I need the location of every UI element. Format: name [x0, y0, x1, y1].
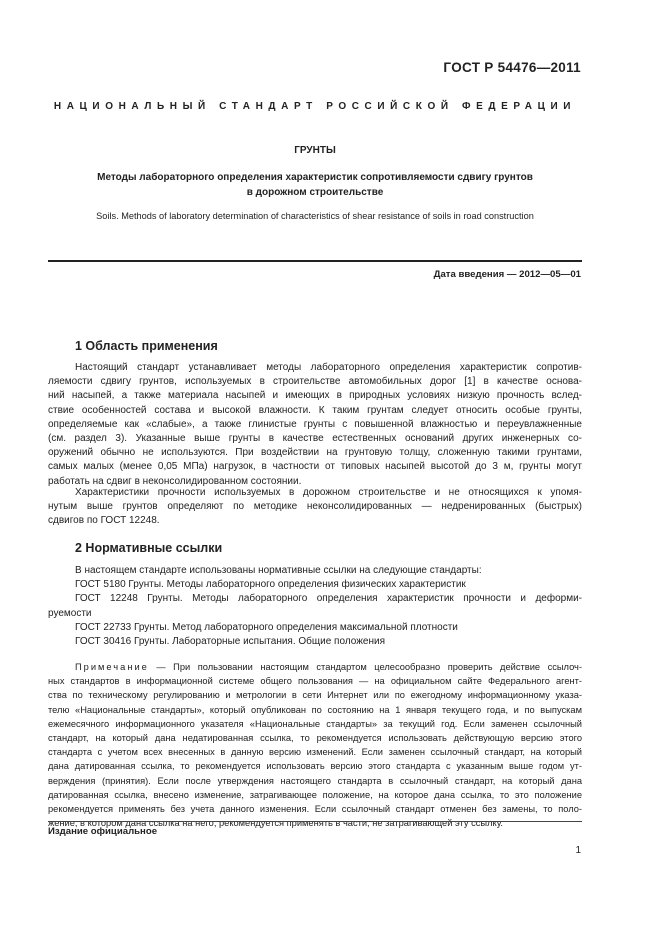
document-subtitle: [60, 170, 570, 200]
note-line: верждения (принятия). Если после утверждения настоящего стандарта в ссылочный стандарт, на который дана: [48, 775, 582, 786]
subtitle-line: Методы лабораторного определения характеристик сопротивляемости сдвигу грунтов: [97, 172, 533, 183]
text-line: оружений обычно не используются. При воздействии на грунтовую толщу, сложенную такими грунтами,: [48, 447, 582, 459]
document-title: ГРУНТЫ: [294, 145, 336, 156]
page-number: 1: [575, 845, 581, 856]
note-line: телю «Национальные стандарты», который опубликован по состоянию на 1 января текущего года, и по выпускам: [48, 704, 582, 715]
section-heading-scope: 1 Область применения: [75, 339, 218, 353]
english-title: Soils. Methods of laboratory determination of characteristics of shear resistance of soils in road construction: [96, 211, 534, 221]
footer-divider: [48, 821, 582, 822]
note-line: стандарта с учетом всех внесенных в данную версию изменений. Если заменен ссылочный стандарт, на который: [48, 747, 582, 758]
reference-item: ГОСТ 22733 Грунты. Метод лабораторного определения максимальной плотности: [75, 621, 458, 633]
text-line: ний насыпей, а также материала насыпей и имеющих в природных условиях низкую прочность вслед-: [48, 390, 582, 402]
note-first-line: [48, 660, 582, 674]
text-line: (см. раздел 3). Указанные выше грунты в качестве естественных оснований других инженерных со-: [48, 432, 582, 444]
text-line: Настоящий стандарт устанавливает методы лабораторного определения характеристик сопротив-: [75, 362, 582, 373]
reference-item-continued: руемости: [48, 607, 92, 619]
note-line: ных стандартов в информационной системе общего пользования — на официальном сайте Федерального агент-: [48, 676, 582, 687]
note-line: датированная ссылка, внесено изменение, затрагивающее положение, на которое дана ссылка, то это положение: [48, 789, 582, 800]
note-line: дана датированная ссылка, то рекомендуется использовать версию этого стандарта с указанным выше годом ут-: [48, 761, 582, 772]
references-list: [48, 564, 582, 649]
text-line: нутым выше грунтов определяют по методике неконсолидированных — недренированных (быстрых): [48, 501, 582, 513]
document-code: ГОСТ Р 54476—2011: [443, 60, 581, 75]
scope-paragraph-2: [48, 486, 582, 529]
section-heading-references: 2 Нормативные ссылки: [75, 541, 223, 555]
text-line: самых малых (менее 0,05 МПа) нагрузок, в частности от типовых насыпей высотой до 3 м, грунты могут: [48, 461, 582, 473]
text-line: Характеристики прочности используемых в дорожном строительстве и не относящихся к упомя-: [75, 487, 582, 498]
text-line: определяемые как «слабые», а также глинистые грунты с повышенной влажностью и переувлажненные: [48, 418, 582, 430]
text-line: работать на сдвиг в неконсолидированном состоянии.: [48, 475, 302, 487]
reference-item: ГОСТ 5180 Грунты. Методы лабораторного определения физических характеристик: [75, 579, 466, 591]
note-line: стандарт, на который дана недатированная ссылка, то рекомендуется использовать действующую версию этого: [48, 732, 582, 743]
national-standard-banner: НАЦИОНАЛЬНЫЙ СТАНДАРТ РОССИЙСКОЙ ФЕДЕРАЦИИ: [53, 101, 577, 112]
text-line: сдвигов по ГОСТ 12248.: [48, 515, 160, 527]
header-divider: [48, 260, 582, 262]
official-edition-label: Издание официальное: [48, 826, 158, 837]
subtitle-line: в дорожном строительстве: [246, 187, 384, 198]
introduction-date: Дата введения — 2012—05—01: [433, 269, 581, 280]
note-line: ежемесячного информационного указателя «Национальные стандарты» за текущий год. Если заменен ссылочный: [48, 718, 582, 729]
note-line: ства по техническому регулированию и метрологии в сети Интернет или по ежегодному информационному указа-: [48, 690, 582, 701]
note-line: рекомендуется применять без учета данного изменения. Если ссылочный стандарт отменен без замены, то поло-: [48, 803, 582, 814]
reference-item: ГОСТ 12248 Грунты. Методы лабораторного определения характеристик прочности и деформи-: [75, 593, 582, 605]
text-line: ствие особенностей состава и высокой влажности. К таким грунтам следует относить особые грунты,: [48, 404, 582, 416]
note-label: Примечание: [75, 662, 149, 672]
text-line: ляемости сдвигу грунтов, используемых в строительстве автомобильных дорог [1] в качестве основа-: [48, 376, 582, 388]
reference-item: ГОСТ 30416 Грунты. Лабораторные испытания. Общие положения: [75, 635, 385, 647]
text-line: В настоящем стандарте использованы нормативные ссылки на следующие стандарты:: [75, 565, 482, 576]
note-line: жение, в котором дана ссылка на него, рекомендуется применять в части, не затрагивающей эту ссылку.: [48, 818, 504, 829]
scope-paragraph-1: [48, 361, 582, 489]
note-text: — При пользовании настоящим стандартом целесообразно проверить действие ссылоч-: [148, 662, 582, 672]
references-note: [48, 660, 582, 830]
